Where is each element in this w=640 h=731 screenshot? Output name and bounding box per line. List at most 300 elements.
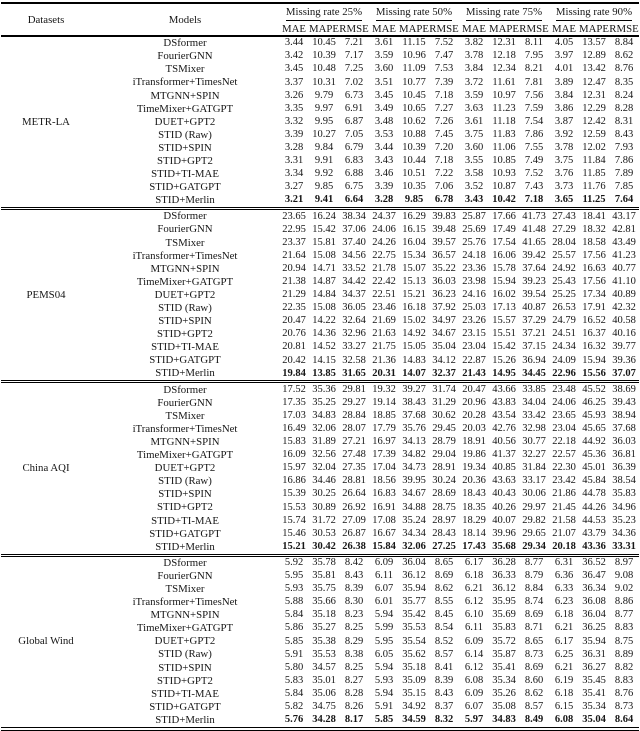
metric-value: 43.79 xyxy=(582,527,606,539)
metric-value: 8.62 xyxy=(434,583,454,595)
metric-value: 35.26 xyxy=(492,687,516,699)
metric-value: 16.63 xyxy=(582,262,606,274)
metric-value: 5.94 xyxy=(374,609,394,621)
metric-value: 4.05 xyxy=(554,37,574,49)
metric-value: 6.91 xyxy=(344,102,364,114)
dataset-label: METR-LA xyxy=(22,115,70,128)
metric-value: 13.42 xyxy=(582,63,606,75)
metric-value: 8.38 xyxy=(344,648,364,660)
metric-value: 10.97 xyxy=(492,89,516,101)
metric-value: 43.54 xyxy=(492,409,516,421)
metric-value: 38.43 xyxy=(402,396,426,408)
metric-value: 15.83 xyxy=(282,436,306,448)
models-column-header: Models xyxy=(91,3,279,36)
metric-value: 42.81 xyxy=(612,223,636,235)
metric-value: 21.86 xyxy=(552,488,576,500)
metric-value: 35.15 xyxy=(402,687,426,699)
metric-value: 41.65 xyxy=(522,236,546,248)
metric-value: 16.52 xyxy=(582,315,606,327)
metric-value: 15.08 xyxy=(312,249,336,261)
metric-value: 9.92 xyxy=(314,168,334,180)
metric-value: 20.03 xyxy=(462,423,486,435)
metric-value: 21.75 xyxy=(372,341,396,353)
model-name: FourierGNN xyxy=(157,50,213,63)
metric-value: 41.10 xyxy=(612,275,636,287)
metric-value: 35.09 xyxy=(402,674,426,686)
metric-header-mape: MAPE xyxy=(489,22,519,35)
metric-value: 35.04 xyxy=(582,714,606,726)
metric-value: 40.87 xyxy=(522,302,546,314)
metric-value: 17.13 xyxy=(492,302,516,314)
metric-value: 8.35 xyxy=(614,76,634,88)
metric-value: 37.92 xyxy=(432,302,456,314)
metric-value: 28.84 xyxy=(342,409,366,421)
metric-value: 6.18 xyxy=(554,687,574,699)
metric-value: 39.57 xyxy=(432,236,456,248)
metric-value: 7.56 xyxy=(524,89,544,101)
metric-value: 27.25 xyxy=(432,540,456,552)
table-row xyxy=(1,89,639,102)
table-row xyxy=(1,302,639,315)
table-row xyxy=(1,142,639,155)
metric-value: 27.29 xyxy=(552,223,576,235)
metric-value: 6.79 xyxy=(344,142,364,154)
metric-value: 35.83 xyxy=(612,488,636,500)
metric-value: 3.35 xyxy=(284,102,304,114)
metric-value: 32.96 xyxy=(342,328,366,340)
metric-value: 37.07 xyxy=(612,367,636,379)
metric-value: 7.85 xyxy=(614,181,634,193)
model-name: MTGNN+SPIN xyxy=(150,89,220,102)
metric-value: 35.66 xyxy=(312,596,336,608)
metric-value: 8.45 xyxy=(434,609,454,621)
metric-value: 36.12 xyxy=(402,570,426,582)
metric-value: 15.81 xyxy=(312,236,336,248)
table-row xyxy=(1,328,639,341)
metric-value: 12.29 xyxy=(582,102,606,114)
metric-value: 36.94 xyxy=(522,354,546,366)
metric-value: 14.84 xyxy=(312,289,336,301)
metric-value: 35.68 xyxy=(492,540,516,552)
metric-value: 35.94 xyxy=(402,583,426,595)
metric-value: 15.78 xyxy=(492,262,516,274)
metric-value: 8.89 xyxy=(614,648,634,660)
metric-value: 5.94 xyxy=(374,661,394,673)
metric-value: 8.62 xyxy=(524,687,544,699)
model-name: iTransformer+TimesNet xyxy=(132,422,238,435)
metric-value: 25.03 xyxy=(462,302,486,314)
metric-value: 34.12 xyxy=(432,354,456,366)
metric-value: 5.93 xyxy=(374,674,394,686)
metric-value: 8.73 xyxy=(614,700,634,712)
metric-value: 35.34 xyxy=(492,674,516,686)
metric-value: 6.15 xyxy=(554,700,574,712)
metric-value: 8.54 xyxy=(434,622,454,634)
missing-rate-75-header: Missing rate 75% xyxy=(459,3,549,22)
metric-value: 18.29 xyxy=(462,514,486,526)
metric-value: 18.41 xyxy=(579,209,609,224)
model-name: DSformer xyxy=(163,37,207,50)
metric-value: 8.86 xyxy=(614,596,634,608)
metric-value: 20.47 xyxy=(459,382,489,397)
metric-value: 33.52 xyxy=(342,262,366,274)
metric-value: 21.07 xyxy=(552,527,576,539)
metric-value: 35.01 xyxy=(312,674,336,686)
dataset-label: PEMS04 xyxy=(1,209,91,382)
table-header xyxy=(1,3,639,36)
missing-rate-90-header: Missing rate 90% xyxy=(549,3,639,22)
metric-value: 34.75 xyxy=(312,700,336,712)
metric-value: 8.65 xyxy=(524,635,544,647)
table-row xyxy=(1,622,639,635)
metric-value: 6.10 xyxy=(464,609,484,621)
metric-value: 5.95 xyxy=(284,570,304,582)
metric-value: 8.25 xyxy=(344,661,364,673)
metric-value: 6.21 xyxy=(554,622,574,634)
metric-value: 3.61 xyxy=(374,37,394,49)
metric-header-mae: MAE xyxy=(369,22,399,36)
metric-value: 5.99 xyxy=(374,622,394,634)
metric-value: 39.77 xyxy=(612,341,636,353)
metric-value: 35.08 xyxy=(492,700,516,712)
metric-value: 17.08 xyxy=(372,514,396,526)
metric-value: 3.26 xyxy=(284,89,304,101)
metric-value: 7.18 xyxy=(434,155,454,167)
model-name: STID+Merlin xyxy=(155,540,215,553)
metric-header-mape: MAPE xyxy=(579,22,609,35)
metric-value: 17.91 xyxy=(582,302,606,314)
metric-value: 41.23 xyxy=(612,249,636,261)
metric-value: 21.36 xyxy=(372,354,396,366)
metric-value: 6.12 xyxy=(464,596,484,608)
metric-value: 11.84 xyxy=(582,155,606,167)
metric-value: 34.42 xyxy=(342,275,366,287)
metric-value: 39.96 xyxy=(492,527,516,539)
metric-value: 15.56 xyxy=(582,367,606,379)
metric-value: 33.42 xyxy=(522,409,546,421)
table-row xyxy=(1,168,639,181)
metric-value: 30.24 xyxy=(432,475,456,487)
metric-value: 37.68 xyxy=(612,423,636,435)
metric-value: 7.64 xyxy=(614,194,634,206)
metric-value: 5.95 xyxy=(374,635,394,647)
table-row xyxy=(1,527,639,540)
metric-value: 10.62 xyxy=(402,115,426,127)
metric-value: 46.25 xyxy=(582,396,606,408)
results-table xyxy=(1,2,639,731)
metric-value: 35.72 xyxy=(492,635,516,647)
metric-value: 7.52 xyxy=(524,168,544,180)
metric-value: 22.51 xyxy=(372,289,396,301)
metric-value: 23.36 xyxy=(462,262,486,274)
metric-value: 8.42 xyxy=(339,555,369,570)
metric-value: 44.53 xyxy=(582,514,606,526)
metric-value: 7.21 xyxy=(344,37,364,49)
metric-value: 3.43 xyxy=(374,155,394,167)
model-name: STID+GATGPT xyxy=(149,527,221,540)
model-name: STID (Raw) xyxy=(158,475,212,488)
table-body xyxy=(1,36,639,729)
metric-value: 6.87 xyxy=(344,115,364,127)
metric-value: 10.45 xyxy=(402,89,426,101)
metric-value: 33.85 xyxy=(519,382,549,397)
metric-value: 15.42 xyxy=(492,341,516,353)
metric-value: 12.02 xyxy=(582,142,606,154)
model-name: STID+Merlin xyxy=(155,367,215,380)
metric-value: 3.55 xyxy=(464,155,484,167)
metric-value: 40.85 xyxy=(492,462,516,474)
metric-value: 36.52 xyxy=(579,555,609,570)
metric-value: 9.02 xyxy=(614,583,634,595)
metric-value: 15.13 xyxy=(402,275,426,287)
metric-value: 35.22 xyxy=(432,262,456,274)
table-row xyxy=(1,423,639,436)
metric-value: 23.46 xyxy=(372,302,396,314)
metric-value: 34.13 xyxy=(402,436,426,448)
metric-value: 27.48 xyxy=(342,449,366,461)
metric-value: 36.27 xyxy=(582,661,606,673)
metric-value: 28.75 xyxy=(432,501,456,513)
metric-value: 29.34 xyxy=(522,540,546,552)
metric-value: 31.84 xyxy=(522,462,546,474)
metric-value: 35.27 xyxy=(312,622,336,634)
metric-value: 34.83 xyxy=(312,409,336,421)
metric-value: 11.09 xyxy=(402,63,426,75)
table-row xyxy=(1,688,639,701)
metric-value: 35.45 xyxy=(582,674,606,686)
metric-value: 31.74 xyxy=(429,382,459,397)
metric-value: 33.17 xyxy=(522,475,546,487)
metric-value: 6.23 xyxy=(554,596,574,608)
metric-value: 3.60 xyxy=(374,63,394,75)
model-name: iTransformer+TimesNet xyxy=(132,76,238,89)
model-name: STID+SPIN xyxy=(158,315,212,328)
metric-value: 43.17 xyxy=(609,209,639,224)
metric-value: 17.49 xyxy=(492,223,516,235)
metric-value: 12.31 xyxy=(492,37,516,49)
metric-value: 44.92 xyxy=(582,436,606,448)
metric-value: 21.45 xyxy=(552,501,576,513)
metric-value: 6.17 xyxy=(554,635,574,647)
metric-value: 8.84 xyxy=(614,37,634,49)
metric-value: 18.43 xyxy=(462,488,486,500)
metric-value: 3.44 xyxy=(284,37,304,49)
metric-value: 35.18 xyxy=(312,609,336,621)
metric-value: 39.42 xyxy=(522,249,546,261)
metric-value: 5.93 xyxy=(284,583,304,595)
metric-value: 35.94 xyxy=(582,635,606,647)
model-name: STID+GATGPT xyxy=(149,700,221,713)
metric-value: 16.97 xyxy=(372,436,396,448)
table-row xyxy=(1,116,639,129)
metric-value: 23.15 xyxy=(462,328,486,340)
metric-value: 15.57 xyxy=(492,315,516,327)
metric-value: 34.56 xyxy=(342,249,366,261)
metric-value: 14.71 xyxy=(312,262,336,274)
metric-value: 24.26 xyxy=(372,236,396,248)
table-row xyxy=(1,315,639,328)
metric-value: 23.65 xyxy=(279,209,309,224)
metric-value: 16.83 xyxy=(372,488,396,500)
metric-value: 36.81 xyxy=(612,449,636,461)
metric-value: 6.31 xyxy=(549,555,579,570)
metric-header-rmse: RMSE xyxy=(429,22,459,35)
metric-value: 8.71 xyxy=(524,622,544,634)
metric-value: 36.04 xyxy=(582,609,606,621)
metric-value: 11.85 xyxy=(582,168,606,180)
metric-value: 10.35 xyxy=(402,181,426,193)
metric-value: 15.94 xyxy=(492,275,516,287)
metric-value: 18.56 xyxy=(372,475,396,487)
metric-header-mape: MAPE xyxy=(309,22,339,35)
metric-value: 15.21 xyxy=(282,540,306,552)
metric-value: 34.28 xyxy=(312,714,336,726)
metric-value: 35.75 xyxy=(312,583,336,595)
metric-value: 35.25 xyxy=(312,396,336,408)
table-row xyxy=(1,555,639,570)
table-row xyxy=(1,209,639,224)
metric-value: 3.28 xyxy=(284,142,304,154)
table-row xyxy=(1,661,639,674)
metric-value: 15.51 xyxy=(492,328,516,340)
metric-value: 14.92 xyxy=(402,328,426,340)
metric-value: 30.06 xyxy=(522,488,546,500)
metric-value: 30.25 xyxy=(312,488,336,500)
table-row xyxy=(1,194,639,209)
metric-value: 27.43 xyxy=(549,209,579,224)
metric-value: 3.65 xyxy=(554,194,574,206)
model-name: STID+SPIN xyxy=(158,141,212,154)
metric-value: 35.38 xyxy=(312,635,336,647)
table-row xyxy=(1,648,639,661)
metric-value: 5.84 xyxy=(284,687,304,699)
metric-value: 16.86 xyxy=(282,475,306,487)
metric-value: 14.95 xyxy=(492,367,516,379)
metric-value: 10.45 xyxy=(312,37,336,49)
model-name: STID+SPIN xyxy=(158,661,212,674)
metric-value: 15.42 xyxy=(312,223,336,235)
metric-value: 16.91 xyxy=(372,501,396,513)
metric-value: 32.64 xyxy=(342,315,366,327)
metric-value: 34.73 xyxy=(402,462,426,474)
metric-value: 10.31 xyxy=(312,76,336,88)
table-row xyxy=(1,367,639,382)
metric-value: 45.84 xyxy=(582,475,606,487)
metric-value: 6.83 xyxy=(344,155,364,167)
metric-value: 8.69 xyxy=(434,570,454,582)
metric-value: 38.34 xyxy=(339,209,369,224)
model-name: TSMixer xyxy=(165,63,205,76)
metric-value: 24.79 xyxy=(552,315,576,327)
metric-value: 3.52 xyxy=(464,181,484,193)
metric-value: 28.81 xyxy=(342,475,366,487)
table-row xyxy=(1,50,639,63)
metric-value: 22.42 xyxy=(372,275,396,287)
model-name: STID+GPT2 xyxy=(157,328,213,341)
metric-value: 6.08 xyxy=(554,714,574,726)
metric-value: 43.63 xyxy=(492,475,516,487)
table-row xyxy=(1,475,639,488)
metric-value: 3.59 xyxy=(464,89,484,101)
metric-value: 21.43 xyxy=(462,367,486,379)
metric-value: 3.75 xyxy=(554,155,574,167)
table-row xyxy=(1,488,639,501)
model-name: STID (Raw) xyxy=(158,648,212,661)
metric-value: 30.62 xyxy=(432,409,456,421)
metric-value: 3.61 xyxy=(464,115,484,127)
metric-value: 3.72 xyxy=(464,76,484,88)
metric-value: 17.03 xyxy=(282,409,306,421)
metric-value: 12.59 xyxy=(582,128,606,140)
metric-value: 25.57 xyxy=(552,249,576,261)
metric-value: 20.96 xyxy=(462,396,486,408)
metric-value: 8.74 xyxy=(524,596,544,608)
metric-value: 6.33 xyxy=(554,583,574,595)
metric-value: 22.95 xyxy=(282,223,306,235)
metric-value: 9.84 xyxy=(314,142,334,154)
metric-value: 12.47 xyxy=(582,76,606,88)
metric-value: 22.57 xyxy=(552,449,576,461)
metric-value: 3.59 xyxy=(374,50,394,62)
metric-value: 23.04 xyxy=(552,423,576,435)
metric-value: 6.21 xyxy=(554,661,574,673)
metric-value: 3.63 xyxy=(464,102,484,114)
metric-value: 10.65 xyxy=(402,102,426,114)
metric-value: 24.18 xyxy=(462,249,486,261)
metric-value: 10.77 xyxy=(402,76,426,88)
metric-value: 20.81 xyxy=(282,341,306,353)
model-name: FourierGNN xyxy=(157,223,213,236)
metric-value: 21.29 xyxy=(282,289,306,301)
metric-value: 42.76 xyxy=(492,423,516,435)
metric-value: 3.45 xyxy=(374,89,394,101)
metric-value: 15.34 xyxy=(402,249,426,261)
metric-value: 34.46 xyxy=(312,475,336,487)
missing-rate-50-header: Missing rate 50% xyxy=(369,3,459,22)
metric-value: 3.89 xyxy=(554,76,574,88)
model-name: DSformer xyxy=(91,382,279,397)
metric-value: 45.36 xyxy=(582,449,606,461)
metric-value: 11.23 xyxy=(492,102,516,114)
metric-value: 29.65 xyxy=(522,527,546,539)
metric-value: 24.34 xyxy=(552,341,576,353)
metric-value: 35.04 xyxy=(432,341,456,353)
metric-value: 15.08 xyxy=(312,302,336,314)
metric-value: 12.89 xyxy=(582,50,606,62)
metric-value: 35.34 xyxy=(582,700,606,712)
table-row xyxy=(1,155,639,168)
metric-value: 16.02 xyxy=(492,289,516,301)
metric-value: 39.43 xyxy=(612,396,636,408)
metric-value: 8.84 xyxy=(524,583,544,595)
metric-value: 24.06 xyxy=(372,223,396,235)
metric-value: 25.87 xyxy=(459,209,489,224)
metric-value: 3.42 xyxy=(284,50,304,62)
datasets-column-header: Datasets xyxy=(1,3,91,36)
metric-value: 38.69 xyxy=(609,382,639,397)
model-name: STID+GPT2 xyxy=(157,674,213,687)
metric-value: 34.88 xyxy=(402,501,426,513)
metric-value: 8.39 xyxy=(344,583,364,595)
table-row xyxy=(1,514,639,527)
metric-value: 8.97 xyxy=(609,555,639,570)
model-name: STID+TI-MAE xyxy=(151,514,219,527)
metric-value: 9.85 xyxy=(314,181,334,193)
metric-value: 8.57 xyxy=(524,700,544,712)
metric-value: 5.82 xyxy=(284,700,304,712)
metric-value: 7.89 xyxy=(614,168,634,180)
metric-value: 9.91 xyxy=(314,155,334,167)
